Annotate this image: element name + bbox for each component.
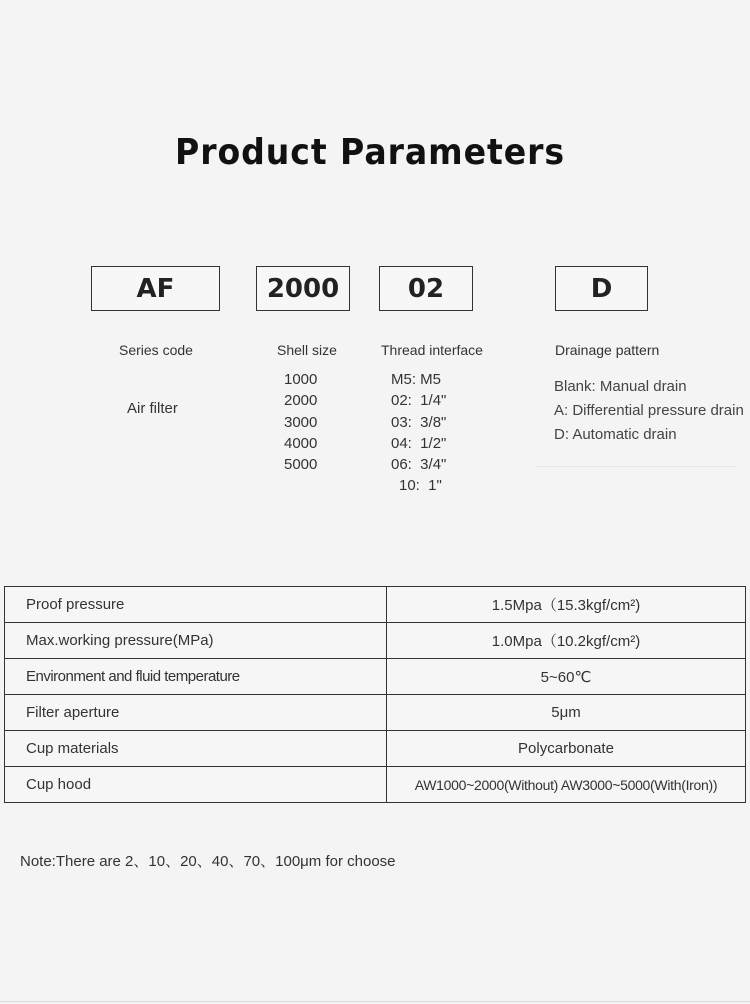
list-item: 2000 [284, 392, 318, 410]
drainage-pattern-list [554, 375, 744, 447]
table-row [5, 623, 746, 659]
series-code-box: AF [91, 266, 220, 311]
table-row [5, 587, 746, 623]
param-value: 1.0Mpa（10.2kgf/cm²) [387, 623, 746, 659]
list-item: 3000 [284, 413, 318, 431]
list-item: 10: 1" [399, 477, 442, 495]
list-item: Blank: Manual drain [554, 378, 687, 395]
list-item: D: Automatic drain [554, 426, 677, 443]
list-item: 02: 1/4" [391, 392, 447, 410]
shell-size-box: 2000 [256, 266, 350, 311]
list-item: 03: 3/8" [391, 413, 447, 431]
drainage-pattern-box: D [555, 266, 648, 311]
shell-size-label: Shell size [277, 342, 337, 358]
list-item: 06: 3/4" [391, 456, 447, 474]
note-text: Note:There are 2、10、20、40、70、100μm for choose [20, 853, 396, 870]
param-name: Max.working pressure(MPa) [5, 623, 387, 659]
list-item: M5: M5 [391, 371, 442, 388]
thread-interface-box: 02 [379, 266, 473, 311]
parameters-table [4, 586, 746, 803]
table-row [5, 731, 746, 767]
thread-interface-label: Thread interface [381, 342, 483, 358]
param-value: 5~60℃ [387, 659, 746, 695]
table-row [5, 695, 746, 731]
param-value: Polycarbonate [387, 731, 746, 767]
list-item: 04: 1/2" [391, 434, 447, 452]
list-item: A: Differential pressure drain [554, 402, 744, 419]
param-name: Cup hood [5, 767, 387, 803]
divider [536, 466, 736, 467]
list-item: 4000 [284, 434, 318, 452]
series-value: Air filter [127, 400, 178, 417]
shell-size-list [284, 369, 317, 475]
param-value: AW1000~2000(Without) AW3000~5000(With(Iron)) [387, 767, 746, 803]
list-item: 5000 [284, 456, 318, 474]
divider [0, 1001, 750, 1002]
param-name: Environment and fluid temperature [5, 659, 387, 695]
param-value: 1.5Mpa（15.3kgf/cm²) [387, 587, 746, 623]
thread-interface-list [391, 369, 446, 497]
param-name: Cup materials [5, 731, 387, 767]
table-row [5, 659, 746, 695]
param-value: 5μm [387, 695, 746, 731]
series-code-label: Series code [119, 342, 193, 358]
list-item: 1000 [284, 371, 318, 388]
page-title: Product Parameters [175, 132, 565, 173]
param-name: Filter aperture [5, 695, 387, 731]
table-row [5, 767, 746, 803]
drainage-pattern-label: Drainage pattern [555, 342, 660, 358]
param-name: Proof pressure [5, 587, 387, 623]
